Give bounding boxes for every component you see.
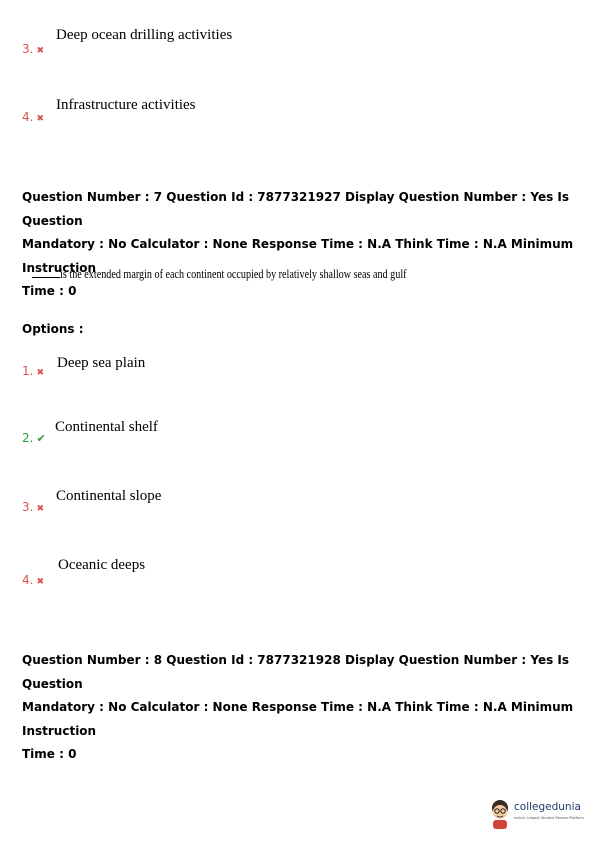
cross-mark-icon: ✖ — [36, 504, 44, 514]
option-text: Oceanic deeps — [58, 557, 146, 573]
mascot-icon — [488, 798, 512, 830]
option-number: 3. ✖ — [22, 42, 44, 56]
option-text: Deep ocean drilling activities — [56, 27, 233, 43]
cross-mark-icon: ✖ — [36, 577, 44, 587]
header-line: Mandatory : No Calculator : None Response Time : N.A Think Time : N.A Minimum Instruction — [22, 700, 574, 738]
option-number: 3. ✖ — [22, 500, 44, 514]
option-text: Deep sea plain — [57, 355, 146, 371]
header-line: Mandatory : No Calculator : None Response Time : N.A Think Time : N.A Minimum Instruction — [22, 237, 574, 275]
option-text: Continental shelf — [55, 419, 158, 435]
header-line: Question Number : 7 Question Id : 7877321927 Display Question Number : Yes Is Question — [22, 190, 570, 228]
cross-mark-icon: ✖ — [36, 368, 44, 378]
option-number: 4. ✖ — [22, 573, 44, 587]
question-7-text: is the extended margin of each continent occupied by relatively shallow seas and gulf — [32, 265, 407, 282]
option-number: 1. ✖ — [22, 364, 44, 378]
cross-mark-icon: ✖ — [36, 46, 44, 56]
logo-name: collegedunia — [514, 801, 581, 813]
options-label: Options : — [22, 322, 84, 336]
option-text: Infrastructure activities — [56, 97, 196, 113]
option-number: 4. ✖ — [22, 110, 44, 124]
question-7-header — [22, 186, 582, 304]
collegedunia-logo — [488, 798, 588, 832]
cross-mark-icon: ✖ — [36, 114, 44, 124]
header-line: Time : 0 — [22, 747, 77, 761]
header-line: Time : 0 — [22, 284, 77, 298]
header-line: Question Number : 8 Question Id : 7877321928 Display Question Number : Yes Is Question — [22, 653, 570, 691]
fill-blank — [32, 265, 60, 278]
option-text: Continental slope — [56, 488, 162, 504]
logo-tagline: India's Largest Student Review Platform — [514, 816, 584, 820]
question-8-header — [22, 649, 582, 767]
option-number: 2. ✔ — [22, 431, 46, 445]
check-mark-icon: ✔ — [36, 432, 46, 445]
